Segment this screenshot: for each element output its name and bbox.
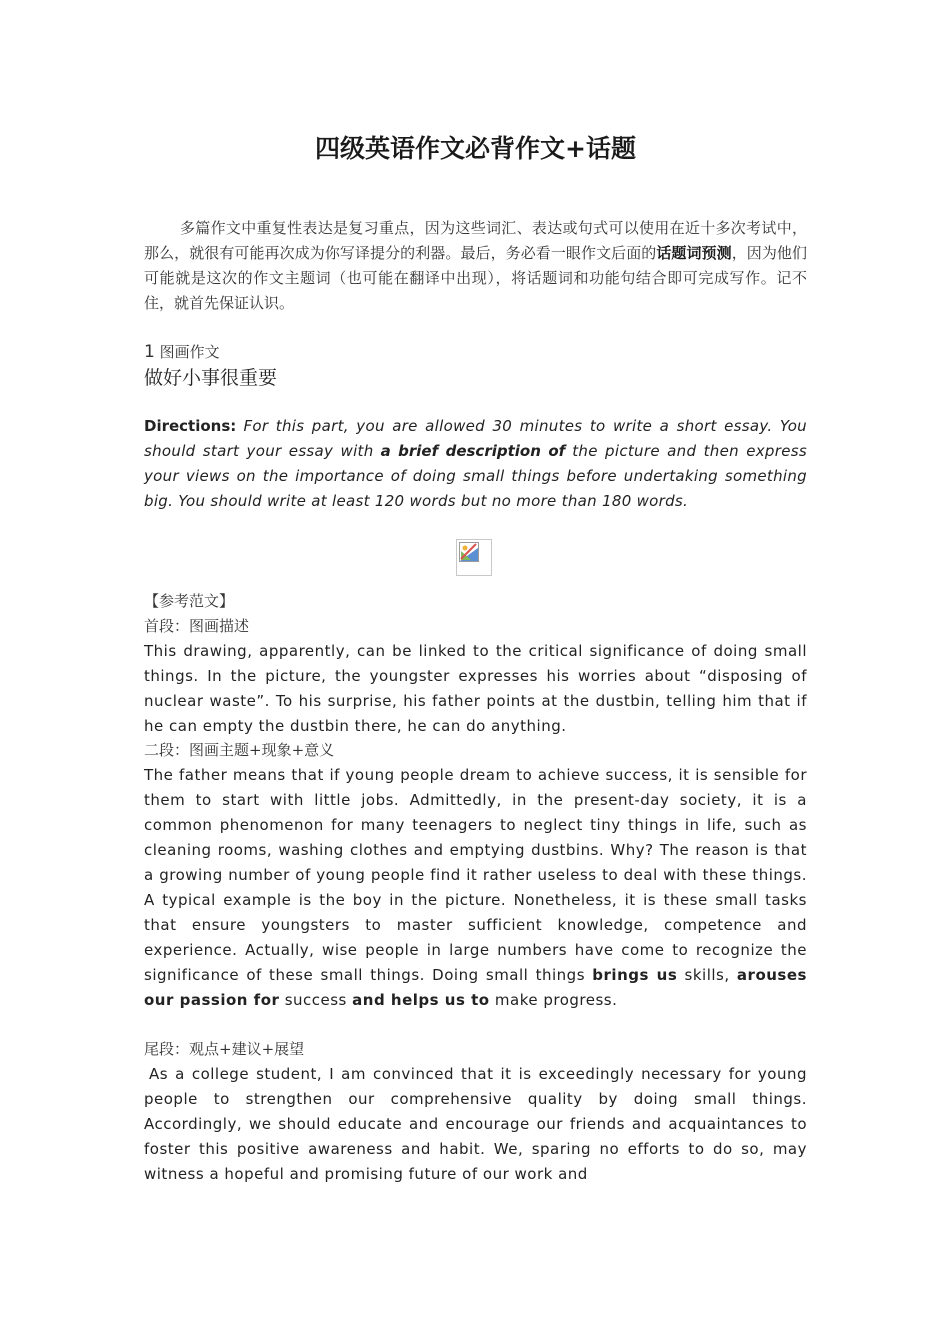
paragraph-2-label: 二段：图画主题+现象+意义: [144, 741, 335, 759]
paragraph-1-label: 首段：图画描述: [144, 617, 250, 635]
intro-bold-keyword: 话题词预测: [656, 244, 732, 262]
directions-text-1: For this part, you are allowed 30 minutes to write a short essay. You should start your essay with: [144, 417, 807, 460]
paragraph-2-bold-1: brings us: [592, 966, 678, 984]
paragraph-2-bold-3: and helps us to: [352, 991, 490, 1009]
reference-essay-label: 【参考范文】: [144, 592, 235, 610]
section-title: 做好小事很重要: [144, 367, 278, 389]
document-title: 四级英语作文必背作文+话题: [315, 134, 636, 163]
picture-placeholder: [456, 539, 492, 576]
directions-label: Directions:: [144, 417, 237, 435]
directions-text-2: the picture and then express your views on the importance of doing small things before undertaking something big. You should write at least 120 words but no more than 180 words.: [144, 442, 807, 510]
paragraph-2-text-1: The father means that if young people dream to achieve success, it is sensible for them to start with little jobs. Admittedly, in the present-day society, it is a common phenomenon for many teenagers to neglect tiny things in life, such as cleaning rooms, washing clothes and emptying dustbins. Why? The reason is that a growing number of young people find it rather useless to deal with these things. A typical example is the boy in the picture. Nonetheless, it is these small tasks that ensure youngsters to master sufficient knowledge, competence and experience. Actually, wise people in large numbers have come to recognize the significance of these small things. Doing small things: [144, 766, 807, 984]
paragraph-2-text: [144, 763, 807, 1013]
paragraph-2-text-2: skills,: [684, 966, 730, 984]
intro-text-start: 多篇作文中重复性表达是复习重点，因为这些词汇、表达或句式可以使用在近十多次考试中，那么，就很有可能再次成为你写译提分的利器。最后，务必看一眼作文后面的: [144, 219, 807, 262]
paragraph-2-text-3: success: [284, 991, 347, 1009]
section-number: 1: [144, 342, 155, 362]
directions-bold-phrase: a brief description of: [380, 442, 566, 460]
directions-paragraph: [144, 414, 807, 514]
paragraph-1-text: This drawing, apparently, can be linked to the critical significance of doing small things. In the picture, the youngster expresses his worries about “disposing of nuclear waste”. To his surprise, his father points at the dustbin, telling him that if he can empty the dustbin there, he can do anything.: [144, 642, 807, 735]
paragraph-2-text-4: make progress.: [494, 991, 618, 1009]
section-heading: [144, 340, 220, 364]
broken-image-icon: [459, 542, 479, 562]
paragraph-3-label: 尾段：观点+建议+展望: [144, 1040, 305, 1058]
intro-paragraph: [144, 216, 807, 316]
intro-text-end: ，因为他们可能就是这次的作文主题词（也可能在翻译中出现），将话题词和功能句结合即可完成写作。记不住，就首先保证认识。: [144, 244, 807, 312]
paragraph-2-bold-2: arouses our passion for: [144, 966, 807, 1009]
section-type: 图画作文: [159, 343, 220, 361]
paragraph-3-text: As a college student, I am convinced that it is exceedingly necessary for young people to strengthen our comprehensive quality by doing small things. Accordingly, we should educate and encourage our friends and acquaintances to foster this positive awareness and habit. We, sparing no efforts to do so, may witness a hopeful and promising future of our work and: [144, 1065, 807, 1183]
